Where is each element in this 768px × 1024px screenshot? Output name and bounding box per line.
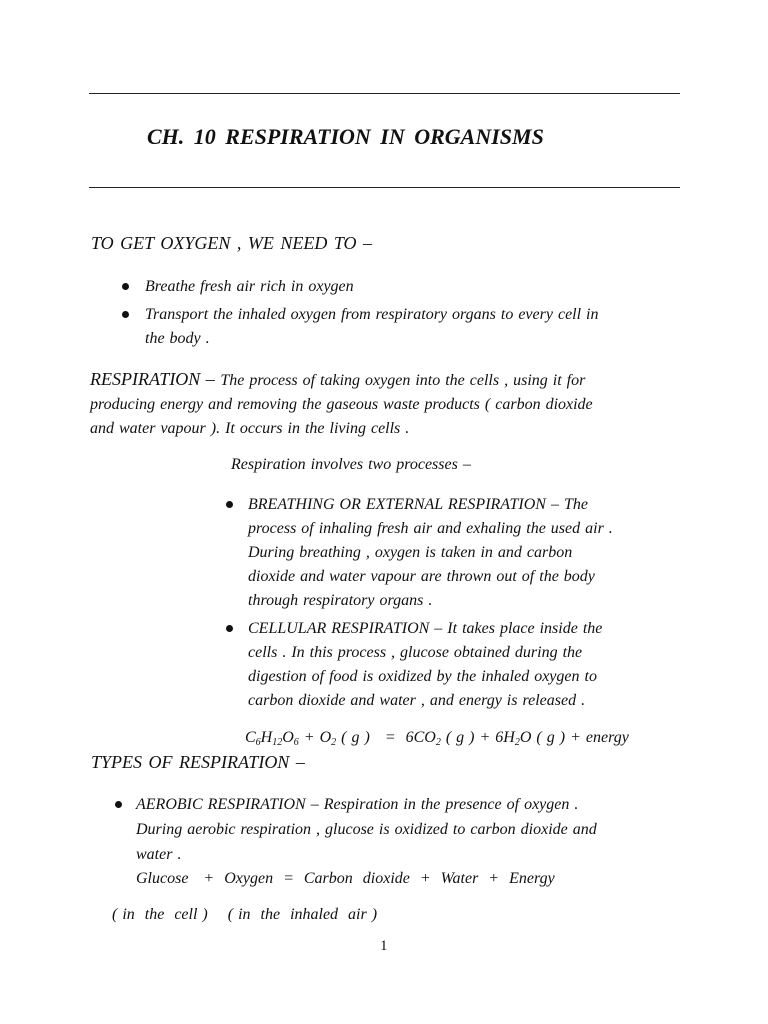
aerobic-line-3: water . bbox=[136, 846, 182, 863]
eq-plus-h2o: ( g ) + 6H bbox=[440, 729, 515, 746]
eq-plus-o2: + O bbox=[298, 729, 332, 746]
eq-o2-sub: 2 bbox=[331, 737, 337, 748]
oxygen-bullet-1: Breathe fresh air rich in oxygen bbox=[145, 278, 354, 295]
page-number: 1 bbox=[380, 938, 388, 954]
eq-equals-co2: ( g ) = 6CO bbox=[336, 729, 436, 746]
aerobic-word-equation: Glucose + Oxygen = Carbon dioxide + Water + Energy bbox=[136, 870, 555, 887]
bullet-icon bbox=[226, 501, 233, 508]
chapter-title: CH. 10 RESPIRATION IN ORGANISMS bbox=[147, 124, 544, 149]
eq-energy: O ( g ) + energy bbox=[519, 729, 629, 746]
cellular-line-2: cells . In this process , glucose obtained during the bbox=[248, 644, 583, 661]
bullet-icon bbox=[122, 283, 129, 290]
eq-co2-sub: 2 bbox=[435, 737, 441, 748]
types-heading: TYPES OF RESPIRATION – bbox=[91, 752, 305, 772]
aerobic-line-1: AEROBIC RESPIRATION – Respiration in the presence of oxygen . bbox=[136, 796, 579, 813]
bullet-icon bbox=[122, 311, 129, 318]
cellular-line-1: CELLULAR RESPIRATION – It takes place inside the bbox=[248, 620, 603, 637]
eq-h2o-sub: 2 bbox=[514, 737, 520, 748]
top-rule bbox=[89, 93, 680, 94]
respiration-equation bbox=[245, 726, 629, 750]
respiration-definition-line-2: producing energy and removing the gaseous waste products ( carbon dioxide bbox=[90, 396, 593, 413]
eq-h-sub: 12 bbox=[272, 737, 283, 748]
eq-c-sub: 6 bbox=[255, 737, 261, 748]
cellular-line-4: carbon dioxide and water , and energy is released . bbox=[248, 692, 586, 709]
title-bottom-rule bbox=[89, 187, 680, 188]
respiration-definition-text: The process of taking oxygen into the cells , using it for bbox=[220, 372, 586, 389]
oxygen-bullet-2-cont: the body . bbox=[145, 330, 210, 347]
eq-o: O bbox=[282, 729, 294, 746]
eq-c: C bbox=[245, 729, 256, 746]
breathing-line-1: BREATHING OR EXTERNAL RESPIRATION – The bbox=[248, 496, 588, 513]
bullet-icon bbox=[115, 801, 122, 808]
processes-intro: Respiration involves two processes – bbox=[231, 456, 471, 473]
bullet-icon bbox=[226, 625, 233, 632]
oxygen-bullet-2: Transport the inhaled oxygen from respiratory organs to every cell in bbox=[145, 306, 599, 323]
eq-o-sub: 6 bbox=[293, 737, 299, 748]
breathing-line-2: process of inhaling fresh air and exhaling the used air . bbox=[248, 520, 613, 537]
respiration-definition-line-1 bbox=[90, 367, 585, 393]
respiration-definition-line-3: and water vapour ). It occurs in the living cells . bbox=[90, 420, 410, 437]
breathing-line-4: dioxide and water vapour are thrown out of the body bbox=[248, 568, 595, 585]
breathing-line-5: through respiratory organs . bbox=[248, 592, 433, 609]
oxygen-heading: TO GET OXYGEN , WE NEED TO – bbox=[91, 233, 373, 253]
breathing-line-3: During breathing , oxygen is taken in and carbon bbox=[248, 544, 573, 561]
eq-h: H bbox=[260, 729, 273, 746]
respiration-term: RESPIRATION – bbox=[90, 369, 221, 389]
aerobic-line-2: During aerobic respiration , glucose is oxidized to carbon dioxide and bbox=[136, 821, 597, 838]
cellular-line-3: digestion of food is oxidized by the inhaled oxygen to bbox=[248, 668, 597, 685]
location-note: ( in the cell ) ( in the inhaled air ) bbox=[112, 906, 378, 923]
